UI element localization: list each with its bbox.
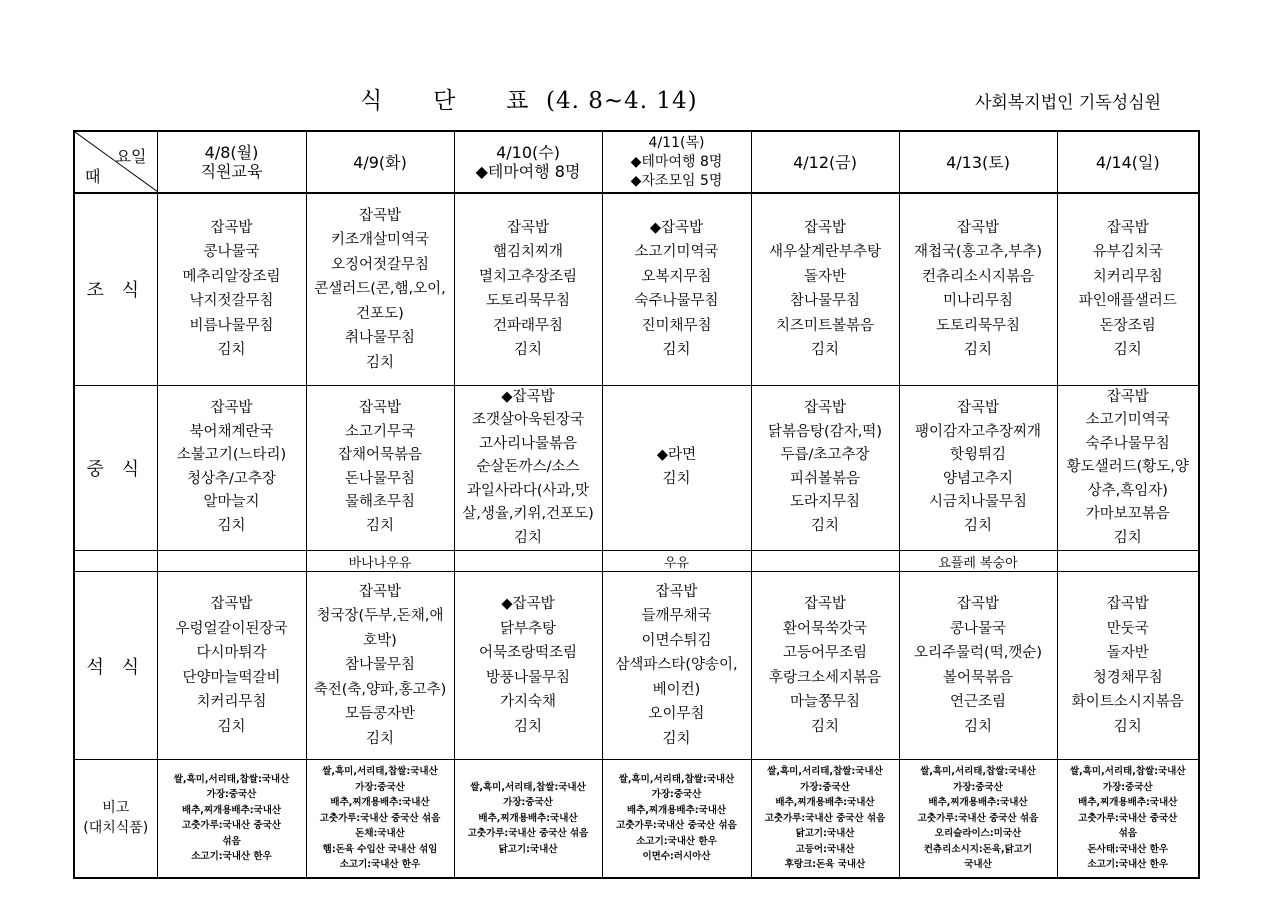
origin-note: 쌀,흑미,서리태,찹쌀:국내산 <box>767 766 883 777</box>
dinner-row <box>74 572 1199 760</box>
dinner-cell <box>751 572 899 760</box>
origin-note: 가장:중국산 <box>1102 781 1153 793</box>
snack-cell <box>157 551 306 572</box>
menu-item: 콩나물국 <box>949 620 1007 637</box>
notes-cell <box>1057 760 1199 878</box>
menu-item: 과일사라다(사과,맛 <box>466 482 590 499</box>
menu-item: 숙주나물무침 <box>634 293 719 310</box>
menu-item: 미나리무침 <box>942 293 1014 310</box>
menu-item: 연근조림 <box>949 694 1007 710</box>
menu-item: 오징어젓갈무침 <box>330 256 430 273</box>
menu-item: 모듬콩자반 <box>344 706 416 723</box>
menu-item: 청국장(두부,돈채,애 <box>316 608 444 625</box>
day-header-line: ◆테마여행 8명 <box>475 162 581 181</box>
dinner-cell <box>899 572 1057 760</box>
origin-note: 배추,찌개용배추:국내산 <box>1078 797 1178 808</box>
menu-item: ◆잡곡밥 <box>501 596 555 612</box>
menu-item: 북어채계란국 <box>189 423 274 440</box>
snack-label <box>74 551 157 572</box>
origin-note: 고등어:국내산 <box>795 843 855 855</box>
menu-item: 김치 <box>1113 529 1142 546</box>
origin-note: 쌀,흑미,서리태,찹쌀:국내산 <box>470 781 586 793</box>
menu-item: 컨츄리소시지볶음 <box>921 268 1035 285</box>
menu-item: 숙주나물무침 <box>1085 435 1170 452</box>
lunch-cell <box>454 385 602 551</box>
snack-row <box>74 551 1199 572</box>
origin-note: 쌀,흑미,서리태,찹쌀:국내산 <box>322 766 438 777</box>
origin-note: 고춧가루:국내산 중국산 <box>182 820 281 832</box>
menu-item: 닭부추탕 <box>499 620 557 637</box>
breakfast-cell <box>1057 193 1199 385</box>
menu-item: 치커리무침 <box>1092 268 1163 285</box>
origin-note: 가장:중국산 <box>800 781 850 793</box>
menu-item: 축전(축,양파,홍고추) <box>313 681 447 698</box>
menu-item: 어묵조랑떡조림 <box>478 645 578 661</box>
origin-note: 컨츄리소시지:돈육,닭고기 <box>923 843 1033 855</box>
menu-item: 김치 <box>513 342 542 359</box>
menu-item: 잡곡밥 <box>210 596 253 612</box>
snack-cell <box>454 551 602 572</box>
menu-item: 잡곡밥 <box>1106 596 1149 612</box>
origin-note: 가장:중국산 <box>953 781 1003 793</box>
breakfast-cell <box>454 193 602 385</box>
menu-item: 김치 <box>365 517 394 534</box>
day-header-line: 4/13(토) <box>946 152 1010 172</box>
breakfast-label: 조 식 <box>74 193 157 385</box>
day-header-line: 4/10(수) <box>496 143 560 162</box>
lunch-row <box>74 385 1199 551</box>
breakfast-row <box>74 193 1199 385</box>
origin-note: 돈채:국내산 <box>355 828 405 839</box>
menu-item: 김치 <box>513 529 542 546</box>
lunch-cell <box>602 385 751 551</box>
menu-item: 가마보꼬볶음 <box>1085 506 1170 522</box>
menu-item: 김치 <box>662 342 691 359</box>
menu-item: 살,생율,키위,건포도) <box>462 506 594 522</box>
menu-item: 김치 <box>810 718 839 735</box>
menu-item: 김치 <box>662 730 691 747</box>
lunch-cell <box>1057 385 1199 551</box>
snack-cell: 바나나우유 <box>306 551 454 572</box>
origin-note: 소고기:국내산 한우 <box>191 851 272 863</box>
menu-item: 건파래무침 <box>492 317 564 334</box>
menu-item: 치즈미트볼볶음 <box>775 317 875 334</box>
day-header-wed <box>454 131 602 193</box>
menu-item: 가지숙채 <box>499 694 557 710</box>
origin-note: 가장:중국산 <box>651 789 702 801</box>
weekly-menu-table <box>73 130 1200 879</box>
dinner-cell <box>157 572 306 760</box>
menu-item: 돌자반 <box>1106 645 1149 661</box>
notes-row <box>74 760 1199 878</box>
origin-note: 섞음 <box>222 835 241 847</box>
menu-item: 김치 <box>1113 718 1142 735</box>
menu-item: 환어묵쑥갓국 <box>782 620 868 637</box>
menu-item: 후랑크소세지볶음 <box>768 669 882 686</box>
origin-note: 고춧가루:국내산 중국산 섞음 <box>917 812 1039 824</box>
menu-item: 건포도) <box>356 305 404 322</box>
lunch-label: 중 식 <box>74 385 157 551</box>
organization-name: 사회복지법인 기독성심원 <box>975 93 1162 113</box>
origin-note: 쌀,흑미,서리태,찹쌀:국내산 <box>173 773 290 785</box>
snack-cell <box>1057 551 1199 572</box>
snack-cell: 요플레 복숭아 <box>899 551 1057 572</box>
menu-item: ◆라면 <box>656 447 697 464</box>
menu-item: 잡곡밥 <box>803 219 847 236</box>
menu-item: 콘샐러드(콘,햄,오이, <box>314 281 446 297</box>
day-header-line: 4/14(일) <box>1095 152 1160 172</box>
menu-item: 청상추/고추장 <box>187 470 276 487</box>
menu-item: 잡곡밥 <box>210 219 253 236</box>
menu-title: 식 단 표 (4. 8~4. 14) <box>360 88 698 114</box>
lunch-cell <box>157 385 306 551</box>
origin-note: 배추,찌개용배추:국내산 <box>478 812 578 824</box>
menu-item: 두릅/초고추장 <box>780 447 870 464</box>
menu-item: 삼색파스타(양송이, <box>615 657 738 674</box>
day-header-label: 요일 <box>115 147 147 166</box>
origin-note: 쌀,흑미,서리태,찹쌀:국내산 <box>618 773 735 785</box>
origin-note: 고춧가루:국내산 중국산 섞음 <box>319 812 441 824</box>
origin-note: 가장:중국산 <box>503 797 553 808</box>
menu-item: 참나물무침 <box>344 657 416 674</box>
day-header-line: ◆테마여행 8명 <box>630 153 723 170</box>
menu-item: 김치 <box>513 718 542 735</box>
origin-note: 후랑크:돈육 국내산 <box>784 859 866 870</box>
menu-item: 김치 <box>365 730 394 747</box>
menu-item: 닭볶음탕(감자,떡) <box>768 423 882 440</box>
notes-cell <box>157 760 306 878</box>
menu-item: 김치 <box>217 718 246 735</box>
menu-item: 잡곡밥 <box>956 219 1000 236</box>
menu-item: 상추,흑임자) <box>1087 482 1168 499</box>
menu-item: 호박) <box>363 632 397 649</box>
day-header-sat <box>899 131 1057 193</box>
origin-note: 배추,찌개용배추:국내산 <box>626 804 727 816</box>
menu-item: 김치 <box>810 517 839 534</box>
origin-note: 배추,찌개용배추:국내산 <box>181 804 282 816</box>
menu-item: 메추리알장조림 <box>182 268 281 285</box>
menu-item: 김치 <box>963 517 992 534</box>
origin-note: 배추,찌개용배추:국내산 <box>928 797 1028 808</box>
day-header-line: 4/9(화) <box>353 152 407 172</box>
menu-item: 오리주물럭(떡,깻순) <box>914 645 1042 661</box>
origin-note: 고춧가루:국내산 중국산 섞음 <box>616 820 737 832</box>
menu-item: 잡곡밥 <box>358 583 402 600</box>
menu-item: 이면수튀김 <box>641 632 712 649</box>
menu-item: 오복지무침 <box>641 268 712 285</box>
dinner-cell <box>602 572 751 760</box>
origin-note: 이면수:러시아산 <box>642 851 711 863</box>
menu-item: 비름나물무침 <box>189 317 274 334</box>
menu-item: 낙지젓갈무침 <box>189 293 274 310</box>
origin-note: 쌀,흑미,서리태,찹쌀:국내산 <box>1069 766 1186 777</box>
menu-item: 잡곡밥 <box>956 596 1000 612</box>
menu-item: 알마늘지 <box>203 494 260 511</box>
menu-item: 팽이감자고추장찌개 <box>914 423 1042 440</box>
menu-item: 잡곡밥 <box>655 583 698 600</box>
day-header-sun <box>1057 131 1199 193</box>
menu-item: 청경채무침 <box>1092 669 1163 686</box>
origin-note: 배추,찌개용배추:국내산 <box>775 797 875 808</box>
origin-note: 고춧가루:국내산 중국산 섞음 <box>467 828 589 839</box>
day-header-line: 4/8(월) <box>204 143 259 162</box>
menu-item: 콩나물국 <box>203 244 260 261</box>
menu-item: 들깨무채국 <box>641 608 712 625</box>
day-header-thu <box>602 131 751 193</box>
menu-item: 고등어무조림 <box>782 645 868 661</box>
menu-item: 돈나물무침 <box>344 470 416 487</box>
header-row <box>74 131 1199 193</box>
origin-note: 햄:돈육 수입산 국내산 섞임 <box>322 843 438 855</box>
menu-item: 베이컨) <box>652 681 701 698</box>
menu-item: ◆잡곡밥 <box>649 219 704 236</box>
menu-item: 도라지무침 <box>789 494 861 511</box>
breakfast-cell <box>157 193 306 385</box>
lunch-cell <box>899 385 1057 551</box>
origin-note: 닭고기:국내산 <box>795 828 855 839</box>
menu-item: 김치 <box>963 718 992 735</box>
menu-item: 김치 <box>217 342 246 359</box>
origin-note: 소고기:국내산 한우 <box>636 835 717 847</box>
notes-cell <box>454 760 602 878</box>
menu-item: 황도샐러드(황도,양 <box>1066 459 1189 475</box>
menu-item: 돈장조림 <box>1099 317 1156 334</box>
menu-item: 진미채무침 <box>641 317 712 334</box>
origin-note: 쌀,흑미,서리태,찹쌀:국내산 <box>920 766 1036 777</box>
menu-item: 잡곡밥 <box>1106 219 1149 236</box>
meal-header-label: 때 <box>85 167 101 186</box>
origin-note: 돈사태:국내산 한우 <box>1087 843 1169 855</box>
menu-item: 잡곡밥 <box>1106 388 1149 405</box>
menu-item: 물해초무침 <box>344 494 416 511</box>
lunch-cell <box>751 385 899 551</box>
day-header-line: 4/11(목) <box>648 134 705 151</box>
origin-note: 가장:중국산 <box>206 789 257 801</box>
origin-note: 닭고기:국내산 <box>498 843 558 855</box>
menu-item: 취나물무침 <box>344 330 416 346</box>
menu-item: 마늘쫑무침 <box>789 694 861 710</box>
breakfast-cell <box>602 193 751 385</box>
origin-note: 고춧가루:국내산 중국산 <box>1078 812 1178 824</box>
menu-item: 피쉬볼볶음 <box>789 470 861 487</box>
menu-item: 멸치고추장조림 <box>478 268 578 285</box>
origin-note: 소고기:국내산 한우 <box>1087 859 1169 870</box>
menu-item: 단양마늘떡갈비 <box>182 669 281 686</box>
menu-item: 키조개살미역국 <box>330 232 430 248</box>
menu-item: 소고기미역국 <box>634 244 719 261</box>
menu-item: 재첩국(홍고추,부추) <box>914 244 1042 261</box>
menu-item: 우렁얼갈이된장국 <box>175 620 288 637</box>
menu-item: 시금치나물무침 <box>928 494 1028 511</box>
menu-item: 도토리묵무침 <box>935 317 1021 334</box>
menu-item: 김치 <box>810 342 839 359</box>
dinner-cell <box>1057 572 1199 760</box>
notes-cell <box>751 760 899 878</box>
menu-item: 잡곡밥 <box>358 207 402 224</box>
snack-cell <box>751 551 899 572</box>
snack-cell: 우유 <box>602 551 751 572</box>
origin-note: 배추,찌개용배추:국내산 <box>330 797 430 808</box>
origin-note: 고춧가루:국내산 중국산 섞음 <box>764 812 886 824</box>
menu-item: 조갯살아욱된장국 <box>471 412 585 428</box>
breakfast-cell <box>899 193 1057 385</box>
menu-item: 햄김치찌개 <box>492 244 564 261</box>
notes-label-line: 비고 <box>102 800 130 817</box>
day-header-tue <box>306 131 454 193</box>
breakfast-cell <box>751 193 899 385</box>
menu-item: 소불고기(느타리) <box>176 447 287 464</box>
day-header-line: ◆자조모임 5명 <box>630 172 723 189</box>
menu-item: 도토리묵무침 <box>485 293 571 310</box>
day-header-mon <box>157 131 306 193</box>
menu-item: 치커리무침 <box>196 694 267 710</box>
menu-item: 소고기미역국 <box>1085 412 1170 428</box>
menu-item: 잡곡밥 <box>506 219 550 236</box>
menu-item: 순살돈까스/소스 <box>476 459 580 475</box>
origin-note: 섞음 <box>1118 828 1137 839</box>
menu-item: 잡곡밥 <box>210 400 253 417</box>
menu-item: 화이트소시지볶음 <box>1071 694 1184 710</box>
menu-item: 김치 <box>365 354 394 371</box>
menu-item: 다시마튀각 <box>196 645 267 661</box>
day-header-line: 직원교육 <box>200 162 263 181</box>
menu-item: 참나물무침 <box>789 293 861 310</box>
menu-item: 방풍나물무침 <box>485 669 571 686</box>
dinner-cell <box>454 572 602 760</box>
menu-item: ◆잡곡밥 <box>501 388 555 405</box>
day-header-fri <box>751 131 899 193</box>
origin-note: 가장:중국산 <box>355 781 405 793</box>
menu-item: 만둣국 <box>1106 620 1149 637</box>
origin-note: 소고기:국내산 한우 <box>339 859 421 870</box>
menu-item: 잡곡밥 <box>358 400 402 417</box>
menu-item: 양념고추지 <box>942 470 1014 487</box>
menu-item: 핫윙튀김 <box>949 447 1007 464</box>
notes-label-line: (대치식품) <box>83 820 149 837</box>
menu-item: 김치 <box>217 517 246 534</box>
menu-item: 김치 <box>662 470 691 487</box>
origin-note: 국내산 <box>964 859 992 870</box>
menu-item: 파인애플샐러드 <box>1078 293 1177 310</box>
menu-item: 김치 <box>963 342 992 359</box>
menu-item: 고사리나물볶음 <box>478 435 578 452</box>
menu-item: 유부김치국 <box>1092 244 1163 261</box>
menu-item: 소고기무국 <box>344 423 416 440</box>
breakfast-cell <box>306 193 454 385</box>
origin-note: 오리슬라이스:미국산 <box>934 828 1022 839</box>
lunch-cell <box>306 385 454 551</box>
corner-cell <box>74 131 157 193</box>
menu-item: 새우살계란부추탕 <box>768 244 882 261</box>
notes-cell <box>899 760 1057 878</box>
notes-cell <box>306 760 454 878</box>
menu-item: 잡곡밥 <box>803 400 847 417</box>
menu-item: 오이무침 <box>648 706 705 723</box>
menu-item: 김치 <box>1113 342 1142 359</box>
notes-label <box>74 760 157 878</box>
dinner-cell <box>306 572 454 760</box>
menu-item: 볼어묵볶음 <box>942 669 1014 686</box>
menu-item: 잡곡밥 <box>956 400 1000 417</box>
dinner-label: 석 식 <box>74 572 157 760</box>
menu-item: 잡채어묵볶음 <box>337 447 423 464</box>
day-header-line: 4/12(금) <box>793 152 857 172</box>
menu-item: 잡곡밥 <box>803 596 847 612</box>
notes-cell <box>602 760 751 878</box>
menu-item: 돌자반 <box>803 268 847 285</box>
